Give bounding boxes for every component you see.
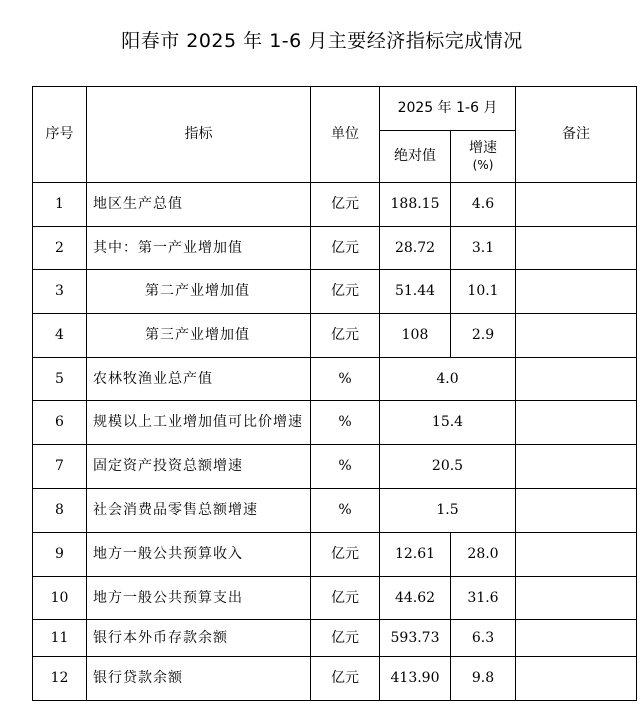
row-absolute: 12.61 xyxy=(380,533,451,577)
row-indicator: 银行贷款余额 xyxy=(87,657,311,701)
row-absolute: 28.72 xyxy=(380,227,451,270)
row-seq: 8 xyxy=(33,489,87,533)
row-seq: 6 xyxy=(33,401,87,445)
row-remark xyxy=(516,314,637,358)
row-growth: 6.3 xyxy=(451,620,516,657)
row-growth: 28.0 xyxy=(451,533,516,577)
row-remark xyxy=(516,533,637,577)
table-row xyxy=(33,358,637,401)
row-seq: 4 xyxy=(33,314,87,358)
row-indicator: 银行本外币存款余额 xyxy=(87,620,311,657)
row-absolute: 51.44 xyxy=(380,270,451,314)
row-seq: 1 xyxy=(33,183,87,227)
row-growth: 3.1 xyxy=(451,227,516,270)
row-unit: % xyxy=(311,401,380,445)
row-indicator: 第二产业增加值 xyxy=(87,270,311,314)
row-unit: % xyxy=(311,445,380,489)
table-row xyxy=(33,183,637,227)
row-growth: 31.6 xyxy=(451,577,516,620)
row-value: 15.4 xyxy=(380,401,516,445)
row-remark xyxy=(516,401,637,445)
row-indicator: 地区生产总值 xyxy=(87,183,311,227)
row-remark xyxy=(516,489,637,533)
row-unit: % xyxy=(311,358,380,401)
table-row xyxy=(33,401,637,445)
row-indicator: 农林牧渔业总产值 xyxy=(87,358,311,401)
row-absolute: 44.62 xyxy=(380,577,451,620)
row-remark xyxy=(516,183,637,227)
page-title: 阳春市 2025 年 1-6 月主要经济指标完成情况 xyxy=(121,30,523,52)
row-unit: 亿元 xyxy=(311,577,380,620)
table-row xyxy=(33,657,637,701)
indicators-table xyxy=(32,86,637,701)
row-unit: 亿元 xyxy=(311,314,380,358)
row-value: 4.0 xyxy=(380,358,516,401)
row-remark xyxy=(516,577,637,620)
row-seq: 3 xyxy=(33,270,87,314)
table-row xyxy=(33,533,637,577)
row-unit: 亿元 xyxy=(311,533,380,577)
table-row xyxy=(33,270,637,314)
row-absolute: 413.90 xyxy=(380,657,451,701)
table-row xyxy=(33,620,637,657)
row-seq: 12 xyxy=(33,657,87,701)
row-seq: 10 xyxy=(33,577,87,620)
remark-header: 备注 xyxy=(516,87,637,183)
table-row xyxy=(33,227,637,270)
period-header: 2025 年 1-6 月 xyxy=(380,87,516,131)
row-indicator: 其中：第一产业增加值 xyxy=(87,227,311,270)
row-unit: 亿元 xyxy=(311,227,380,270)
row-seq: 9 xyxy=(33,533,87,577)
row-unit: 亿元 xyxy=(311,657,380,701)
row-remark xyxy=(516,227,637,270)
row-indicator: 第三产业增加值 xyxy=(87,314,311,358)
row-growth: 10.1 xyxy=(451,270,516,314)
row-remark xyxy=(516,270,637,314)
growth-header-unit: (%) xyxy=(472,157,494,172)
seq-header: 序号 xyxy=(33,87,87,183)
growth-header-label: 增速 xyxy=(469,139,497,156)
header-row xyxy=(33,87,637,131)
row-unit: 亿元 xyxy=(311,620,380,657)
table-row xyxy=(33,445,637,489)
row-indicator: 固定资产投资总额增速 xyxy=(87,445,311,489)
row-indicator: 地方一般公共预算收入 xyxy=(87,533,311,577)
absolute-header: 绝对值 xyxy=(380,131,451,183)
row-growth: 4.6 xyxy=(451,183,516,227)
row-remark xyxy=(516,657,637,701)
row-indicator: 规模以上工业增加值可比价增速 xyxy=(87,401,311,445)
row-value: 1.5 xyxy=(380,489,516,533)
growth-header xyxy=(451,131,516,183)
row-remark xyxy=(516,358,637,401)
row-seq: 2 xyxy=(33,227,87,270)
row-indicator: 社会消费品零售总额增速 xyxy=(87,489,311,533)
row-growth: 2.9 xyxy=(451,314,516,358)
table-row xyxy=(33,577,637,620)
table-row xyxy=(33,314,637,358)
row-unit: 亿元 xyxy=(311,270,380,314)
table-row xyxy=(33,489,637,533)
row-seq: 11 xyxy=(33,620,87,657)
row-unit: 亿元 xyxy=(311,183,380,227)
indicator-header: 指标 xyxy=(87,87,311,183)
row-growth: 9.8 xyxy=(451,657,516,701)
row-absolute: 188.15 xyxy=(380,183,451,227)
row-indicator: 地方一般公共预算支出 xyxy=(87,577,311,620)
row-seq: 7 xyxy=(33,445,87,489)
row-absolute: 593.73 xyxy=(380,620,451,657)
row-remark xyxy=(516,620,637,657)
row-remark xyxy=(516,445,637,489)
row-absolute: 108 xyxy=(380,314,451,358)
row-seq: 5 xyxy=(33,358,87,401)
row-unit: % xyxy=(311,489,380,533)
unit-header: 单位 xyxy=(311,87,380,183)
row-value: 20.5 xyxy=(380,445,516,489)
